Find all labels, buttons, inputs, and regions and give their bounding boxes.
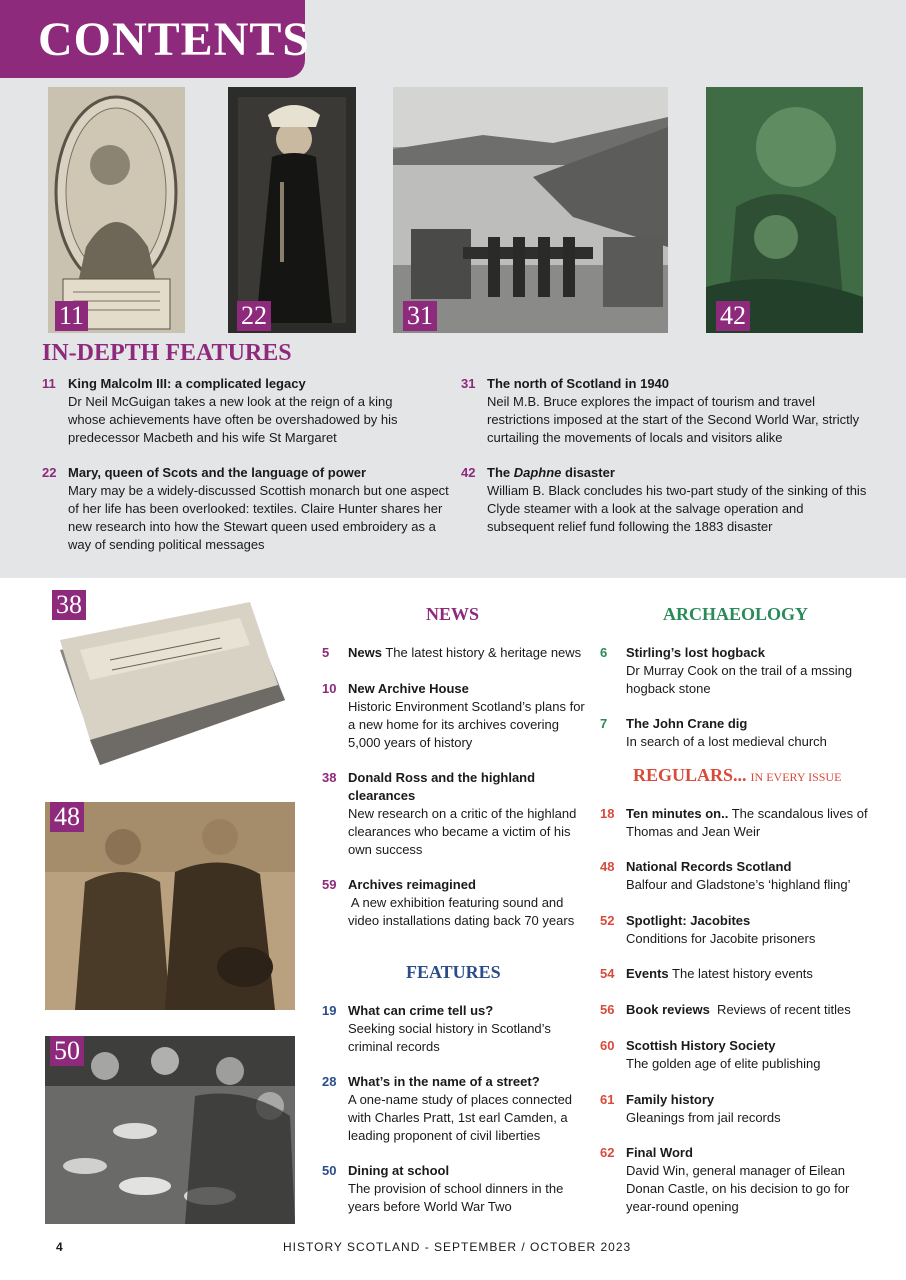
item-title: Dining at school — [348, 1163, 450, 1178]
item-desc-line: criminal records — [348, 1039, 440, 1054]
item-title: Ten minutes on.. — [626, 806, 729, 821]
photo-page-number: 48 — [50, 802, 84, 832]
item-desc-line: Neil M.B. Bruce explores the impact of tourism and travel — [487, 394, 816, 409]
archaeology-heading: ARCHAEOLOGY — [663, 604, 809, 624]
page-title: CONTENTS — [38, 13, 311, 66]
item-desc-line: new research into how the Stewart queen used embroidery as a — [68, 519, 436, 534]
regulars-title: REGULARS... — [633, 765, 747, 785]
issue-date: - SEPTEMBER / OCTOBER 2023 — [420, 1240, 632, 1254]
item-title: Donald Ross and the highland — [348, 770, 536, 785]
item-title-line2: clearances — [348, 788, 416, 803]
page-number: 61 — [600, 1092, 615, 1107]
regulars-heading — [633, 765, 841, 786]
page-number: 38 — [322, 770, 337, 785]
item-inline-desc: The latest history events — [668, 966, 813, 981]
item-desc-line: Thomas and Jean Weir — [626, 824, 761, 839]
page-number: 6 — [600, 645, 608, 660]
item-title: The John Crane dig — [626, 716, 748, 731]
page-number: 52 — [600, 913, 615, 928]
item-title: Spotlight: Jacobites — [626, 913, 751, 928]
title-part: The — [487, 465, 514, 480]
item-desc-line: clearances who became a victim of his — [348, 824, 571, 839]
item-inline-desc: The latest history & heritage news — [381, 645, 582, 660]
title-part: disaster — [561, 465, 615, 480]
item-title: Family history — [626, 1092, 715, 1107]
item-desc-line: Clyde steamer with a look at the salvage operation and — [487, 501, 804, 516]
photo-page-number: 31 — [403, 301, 437, 331]
item-desc-line: whose achievements have often be overshadowed by his — [68, 412, 398, 427]
photo-daphne[interactable] — [706, 87, 863, 333]
item-desc-line: Dr Murray Cook on the trail of a mssing — [626, 663, 853, 678]
item-desc-line: Dr Neil McGuigan takes a new look at the reign of a king — [68, 394, 393, 409]
page-number: 22 — [42, 465, 57, 480]
photo-coast[interactable] — [393, 87, 668, 333]
portrait-image — [228, 87, 356, 333]
item-desc-line: way of sending political messages — [68, 537, 265, 552]
item-desc-line: a new home for its archives covering — [348, 717, 559, 732]
item-desc-line: 5,000 years of history — [348, 735, 473, 750]
page-number: 62 — [600, 1145, 615, 1160]
item-title: Final Word — [626, 1145, 693, 1160]
page-number: 56 — [600, 1002, 615, 1017]
page-number: 19 — [322, 1003, 337, 1018]
item-title: National Records Scotland — [626, 859, 792, 874]
page-number: 31 — [461, 376, 476, 391]
item-desc-line: New research on a critic of the highland — [348, 806, 577, 821]
photo-sepia[interactable] — [45, 802, 295, 1010]
item-desc-line: Donan Castle, on his decision to go for — [626, 1181, 850, 1196]
item-desc-line: The golden age of elite publishing — [626, 1056, 821, 1071]
item-desc-line: predecessor Macbeth and his wife St Margaret — [68, 430, 337, 445]
engraving-image — [48, 87, 185, 333]
item-desc-line: subsequent relief fund following the 1883 disaster — [487, 519, 773, 534]
item-title: The north of Scotland in 1940 — [487, 376, 670, 391]
item-inline-desc: The scandalous lives of — [728, 806, 868, 821]
page-number: 60 — [600, 1038, 615, 1053]
item-desc-line: own success — [348, 842, 423, 857]
footer-page-number: 4 — [56, 1240, 63, 1254]
footer-publication — [283, 1240, 631, 1254]
sepia-image — [45, 802, 295, 1010]
page-number: 11 — [42, 376, 56, 391]
item-desc-line: leading proponent of civil liberties — [348, 1128, 541, 1143]
documents-image — [50, 590, 290, 780]
page-number: 18 — [600, 806, 615, 821]
item-title: Stirling’s lost hogback — [626, 645, 765, 660]
item-title: Book reviews — [626, 1002, 710, 1017]
item-desc-line: Conditions for Jacobite prisoners — [626, 931, 816, 946]
photo-malcolm[interactable] — [48, 87, 185, 333]
photo-page-number: 42 — [716, 301, 750, 331]
item-desc-line: video installations dating back 70 years — [348, 913, 575, 928]
item-title: King Malcolm III: a complicated legacy — [68, 376, 306, 391]
item-title: New Archive House — [348, 681, 469, 696]
item-desc-line: year-round opening — [626, 1199, 739, 1214]
item-desc-line: of her life has been overlooked: textiles. Claire Hunter shares her — [68, 501, 443, 516]
item-desc-line: Gleanings from jail records — [626, 1110, 781, 1125]
item-title: Scottish History Society — [626, 1038, 776, 1053]
coast-image — [393, 87, 668, 333]
item-desc-line: David Win, general manager of Eilean — [626, 1163, 845, 1178]
item-desc-line: curtailing the movements of locals and visitors alike — [487, 430, 783, 445]
page-number: 10 — [322, 681, 337, 696]
page-number: 28 — [322, 1074, 337, 1089]
page-number: 5 — [322, 645, 330, 660]
item-title: News — [348, 645, 382, 660]
item-desc-line: Seeking social history in Scotland’s — [348, 1021, 551, 1036]
item-title: Mary, queen of Scots and the language of power — [68, 465, 367, 480]
item-desc-line: restrictions imposed at the start of the Second World War, strictly — [487, 412, 860, 427]
item-desc-line: The provision of school dinners in the — [348, 1181, 564, 1196]
page-number: 59 — [322, 877, 337, 892]
page-number: 50 — [322, 1163, 337, 1178]
item-desc-line: with Charles Pratt, 1st earl Camden, a — [348, 1110, 568, 1125]
photo-school[interactable] — [45, 1036, 295, 1224]
item-title: What can crime tell us? — [348, 1003, 494, 1018]
item-desc-line: hogback stone — [626, 681, 711, 696]
photo-documents[interactable] — [50, 590, 290, 780]
photo-mary[interactable] — [228, 87, 356, 333]
page-number: 7 — [600, 716, 608, 731]
item-desc-line: years before World War Two — [348, 1199, 512, 1214]
features-heading: FEATURES — [406, 962, 501, 982]
item-desc-line: Mary may be a widely-discussed Scottish monarch but one aspect — [68, 483, 449, 498]
page-number: 42 — [461, 465, 476, 480]
regulars-subtitle: IN EVERY ISSUE — [750, 770, 842, 784]
in-depth-heading: IN-DEPTH FEATURES — [42, 340, 292, 366]
page-number: 48 — [600, 859, 615, 874]
news-heading: NEWS — [426, 604, 480, 624]
photo-page-number: 38 — [52, 590, 86, 620]
title-italic: Daphne — [513, 465, 562, 480]
photo-page-number: 50 — [50, 1036, 84, 1066]
item-title: Archives reimagined — [348, 877, 476, 892]
page-number: 54 — [600, 966, 615, 981]
item-title: What’s in the name of a street? — [348, 1074, 540, 1089]
photo-page-number: 11 — [55, 301, 88, 331]
item-title: Events — [626, 966, 669, 981]
item-desc-line: William B. Black concludes his two-part study of the sinking of this — [487, 483, 867, 498]
item-desc-line: In search of a lost medieval church — [626, 734, 827, 749]
item-desc-line: Historic Environment Scotland’s plans for — [348, 699, 585, 714]
green-image — [706, 87, 863, 333]
item-title — [487, 464, 866, 482]
item-desc-line: Balfour and Gladstone’s ‘highland fling’ — [626, 877, 851, 892]
item-desc-line: A one-name study of places connected — [348, 1092, 573, 1107]
item-inline-desc: Reviews of recent titles — [709, 1002, 851, 1017]
contents-banner — [0, 0, 311, 78]
publication-name: HISTORY SCOTLAND — [283, 1240, 421, 1254]
photo-page-number: 22 — [237, 301, 271, 331]
item-desc-line: A new exhibition featuring sound and — [348, 895, 564, 910]
